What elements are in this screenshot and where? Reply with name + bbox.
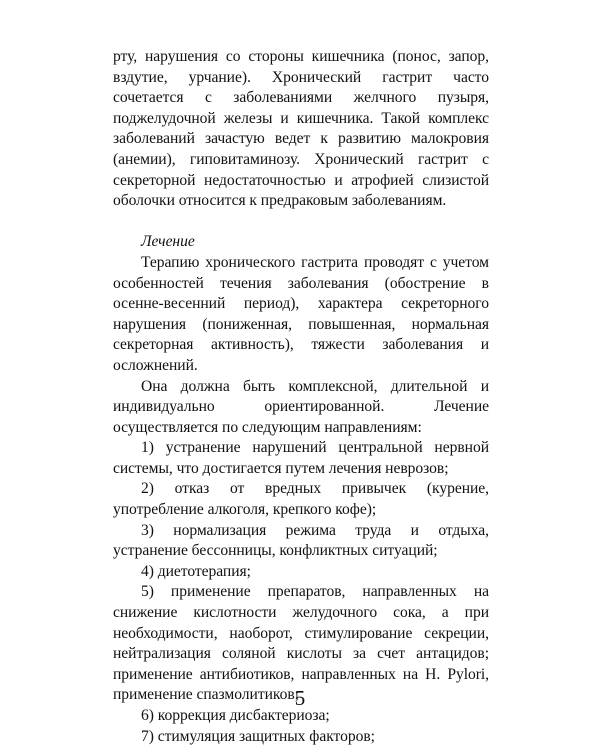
list-item: 3) нормализация режима труда и отдыха, устранение бессонницы, конфликтных ситуаций; bbox=[113, 521, 489, 560]
list-item: 7) стимуляция защитных факторов; bbox=[141, 727, 375, 745]
intro-paragraph: рту, нарушения со стороны кишечника (понос, запор, вздутие, урчание). Хронический гастрит часто сочетается с заболеваниями желчного пузыря, поджелудочной железы и кишечника. Такой комплекс заболеваний зачастую ведет к развитию малокровия (анемии), гиповитаминозу. Хронический гастрит с секреторной недостаточностью и атрофией слизистой оболочки относится к предраковым заболеваниям. bbox=[113, 48, 489, 210]
list-item: 4) диетотерапия; bbox=[141, 562, 251, 580]
list-item: 2) отказ от вредных привычек (курение, употребление алкоголя, крепкого кофе); bbox=[113, 480, 489, 519]
section-heading: Лечение bbox=[141, 233, 195, 251]
list-item: 5) применение препаратов, направленных на снижение кислотности желудочного сока, а при необходимости, наоборот, стимулирование секреции, нейтрализация соляной кислоты за счет антацидов; применение антибиотиков, направленных на H. Pylori, применение спазмолитиков; bbox=[113, 583, 489, 704]
list-item: 1) устранение нарушений центральной нервной системы, что достигается путем лечения неврозов; bbox=[113, 439, 489, 477]
therapy-paragraph: Терапию хронического гастрита проводят с учетом особенностей течения заболевания (обострение в осенне-весенний период), характера секреторного нарушения (пониженная, повышенная, нормальная секреторная активность), тяжести заболевания и осложнений. bbox=[113, 253, 489, 374]
page-number: 5 bbox=[294, 686, 306, 710]
list-item: 6) коррекция дисбактериоза; bbox=[141, 707, 330, 724]
complex-paragraph: Она должна быть комплексной, длительной и индивидуально ориентированной. Лечение осуществляется по следующим направлениям: bbox=[113, 377, 489, 436]
page-body bbox=[113, 47, 489, 747]
